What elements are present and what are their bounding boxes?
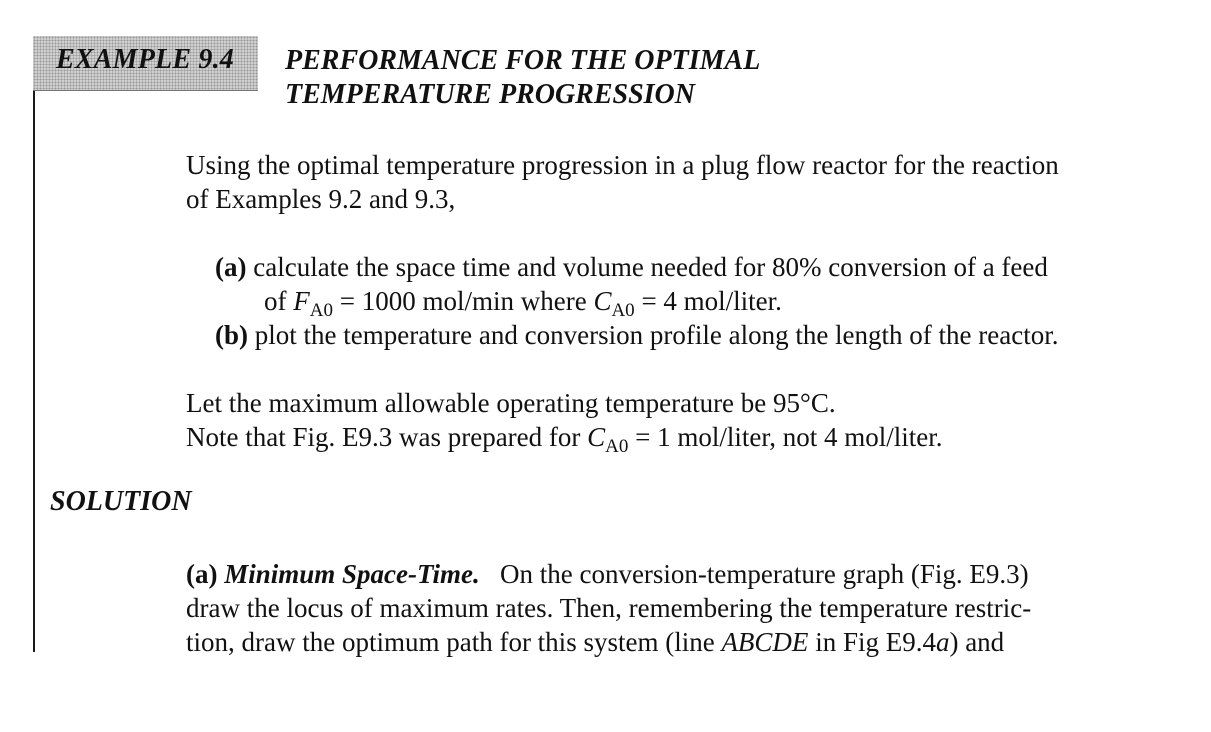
part-a-text-pre: of (264, 286, 294, 316)
figure-part-label: a (935, 627, 950, 657)
example-title-line2: TEMPERATURE PROGRESSION (285, 79, 695, 110)
solution-part-marker: (a) (186, 559, 218, 589)
path-label: ABCDE (721, 627, 809, 657)
intro-line-1: Using the optimal temperature progression in a plug flow reactor for the reaction (186, 150, 1059, 180)
solution-line-2: draw the locus of maximum rates. Then, remembering the temperature restric- (186, 593, 1032, 623)
part-a-marker: (a) (215, 252, 247, 282)
margin-rule (33, 36, 35, 652)
var-c: C (593, 286, 612, 316)
solution-text-pre: tion, draw the optimum path for this system (line (186, 627, 722, 657)
part-b-line-1 (215, 318, 1058, 352)
part-a-text-mid: = 1000 mol/min where (332, 286, 594, 316)
example-title-line1: PERFORMANCE FOR THE OPTIMAL (285, 45, 761, 76)
solution-heading: SOLUTION (50, 486, 192, 517)
note-line-2 (186, 420, 943, 464)
solution-line-3 (186, 625, 1004, 659)
part-b-marker: (b) (215, 320, 248, 350)
sub-a0: A0 (309, 300, 333, 321)
solution-text: On the conversion-temperature graph (Fig. E9.3) (499, 559, 1029, 589)
sub-a0: A0 (611, 300, 635, 321)
part-a-text: calculate the space time and volume needed for 80% conversion of a feed (253, 252, 1048, 282)
var-c: C (587, 422, 606, 452)
sub-a0: A0 (605, 436, 629, 457)
note-text-post: = 1 mol/liter, not 4 mol/liter. (628, 422, 943, 452)
note-text-pre: Note that Fig. E9.3 was prepared for (186, 422, 588, 452)
part-a-line-1 (215, 250, 1048, 284)
part-a-text-post: = 4 mol/liter. (634, 286, 782, 316)
intro-line-2: of Examples 9.2 and 9.3, (186, 184, 456, 214)
solution-text-mid: in Fig E9.4 (808, 627, 936, 657)
solution-line-1 (186, 557, 1029, 591)
part-b-text: plot the temperature and conversion profile along the length of the reactor. (254, 320, 1059, 350)
solution-text-post: ) and (949, 627, 1005, 657)
solution-part-title: Minimum Space-Time. (224, 559, 480, 589)
example-title (285, 44, 760, 112)
example-label: EXAMPLE 9.4 (56, 44, 235, 75)
note-line-1: Let the maximum allowable operating temperature be 95°C. (186, 388, 836, 418)
var-f: F (293, 286, 310, 316)
